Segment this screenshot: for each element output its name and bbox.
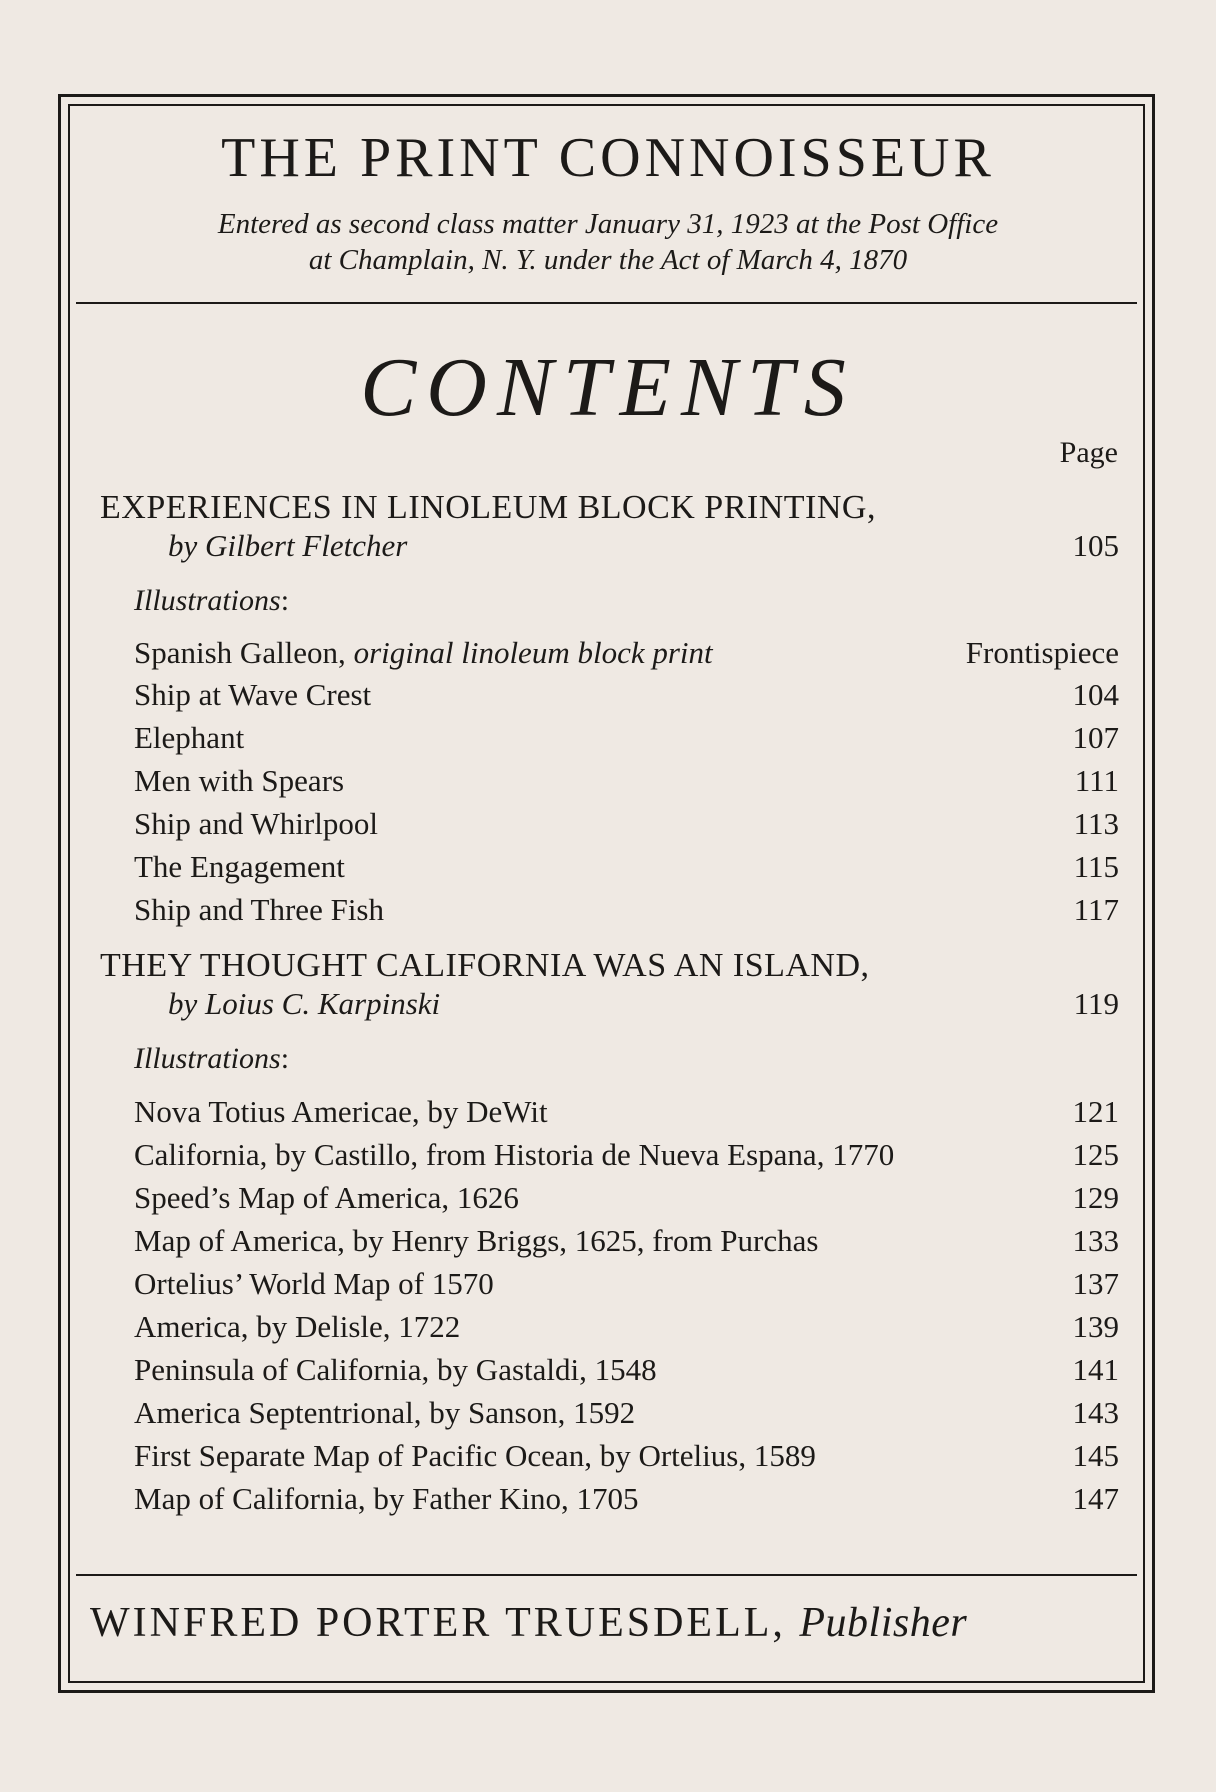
toc-entry xyxy=(134,1393,1119,1433)
toc-entry xyxy=(134,1264,1119,1304)
masthead-title: THE PRINT CONNOISSEUR xyxy=(221,127,995,189)
toc-entry xyxy=(134,1307,1119,1347)
toc-entry xyxy=(134,804,1119,844)
publisher-line xyxy=(90,1597,967,1649)
toc-entry-page: 143 xyxy=(1072,1395,1119,1430)
toc-entry-page: 107 xyxy=(1072,720,1119,755)
toc-entry-page: 111 xyxy=(1074,763,1119,798)
toc-entry-title: Ship and Three Fish xyxy=(134,892,384,927)
toc-entry-page: 145 xyxy=(1072,1438,1119,1473)
toc-entry-title: Peninsula of California, by Gastaldi, 1548 xyxy=(134,1352,657,1387)
toc-entry-page: 115 xyxy=(1073,849,1119,884)
article-page: 119 xyxy=(1073,986,1119,1021)
toc-entry-title: Speed’s Map of America, 1626 xyxy=(134,1180,519,1215)
toc-entry-page: 137 xyxy=(1072,1266,1119,1301)
toc-entry-page: 133 xyxy=(1072,1223,1119,1258)
toc-entry xyxy=(134,633,1119,673)
toc-entry-page: 125 xyxy=(1072,1137,1119,1172)
toc-entry-title: Men with Spears xyxy=(134,763,345,798)
illustrations-label: Illustrations: xyxy=(134,584,290,617)
entry-note-line-2: at Champlain, N. Y. under the Act of March 4, 1870 xyxy=(308,244,908,276)
toc-entry xyxy=(134,761,1119,801)
toc-entry-title: California, by Castillo, from Historia de Nueva Espana, 1770 xyxy=(134,1137,895,1172)
toc-entry xyxy=(134,1479,1119,1519)
toc-entry-title: America, by Delisle, 1722 xyxy=(134,1309,461,1344)
entry-note-line-1: Entered as second class matter January 31, 1923 at the Post Office xyxy=(217,208,999,240)
toc-entry xyxy=(134,1178,1119,1218)
toc-entry-title: Ship at Wave Crest xyxy=(134,677,372,712)
article-byline-row xyxy=(168,984,1119,1024)
article-byline-row xyxy=(168,526,1119,566)
article-byline: by Gilbert Fletcher xyxy=(168,528,408,563)
toc-entry-page: 121 xyxy=(1072,1094,1119,1129)
toc-entry-page: 113 xyxy=(1073,806,1119,841)
publisher-role: Publisher xyxy=(799,1600,968,1646)
toc-entry-page: 129 xyxy=(1072,1180,1119,1215)
article-title: EXPERIENCES IN LINOLEUM BLOCK PRINTING, xyxy=(100,489,876,526)
toc-entry xyxy=(134,1350,1119,1390)
toc-entry-title: The Engagement xyxy=(134,849,345,884)
toc-entry xyxy=(134,675,1119,715)
toc-entry-title: Ortelius’ World Map of 1570 xyxy=(134,1266,494,1301)
toc-entry-title: Elephant xyxy=(134,720,245,755)
page-column-label: Page xyxy=(1059,436,1118,469)
publisher-name: WINFRED PORTER TRUESDELL, xyxy=(90,1600,786,1646)
toc-entry-title: Spanish Galleon, original linoleum block print xyxy=(134,635,713,670)
toc-entry xyxy=(134,718,1119,758)
toc-entry-title: First Separate Map of Pacific Ocean, by Ortelius, 1589 xyxy=(134,1438,816,1473)
article-title: THEY THOUGHT CALIFORNIA WAS AN ISLAND, xyxy=(100,947,870,984)
contents-heading: CONTENTS xyxy=(360,341,856,434)
toc-entry-page: Frontispiece xyxy=(965,635,1119,670)
toc-entry xyxy=(134,1221,1119,1261)
toc-entry-title: Nova Totius Americae, by DeWit xyxy=(134,1094,548,1129)
toc-entry-page: 141 xyxy=(1072,1352,1119,1387)
toc-entry-page: 117 xyxy=(1073,892,1119,927)
header-divider xyxy=(76,302,1137,304)
toc-entry-title: Ship and Whirlpool xyxy=(134,806,378,841)
toc-entry xyxy=(134,890,1119,930)
toc-entry-page: 147 xyxy=(1072,1481,1119,1516)
article-byline: by Loius C. Karpinski xyxy=(168,986,441,1021)
footer-divider xyxy=(76,1574,1137,1576)
toc-entry-page: 139 xyxy=(1072,1309,1119,1344)
toc-entry-page: 104 xyxy=(1072,677,1119,712)
toc-entry-title: Map of America, by Henry Briggs, 1625, from Purchas xyxy=(134,1223,819,1258)
illustrations-label: Illustrations: xyxy=(134,1042,290,1075)
toc-entry-title: Map of California, by Father Kino, 1705 xyxy=(134,1481,639,1516)
article-page: 105 xyxy=(1072,528,1119,563)
toc-entry xyxy=(134,1436,1119,1476)
toc-entry xyxy=(134,1135,1119,1175)
toc-entry-title: America Septentrional, by Sanson, 1592 xyxy=(134,1395,636,1430)
toc-entry xyxy=(134,1092,1119,1132)
toc-entry xyxy=(134,847,1119,887)
